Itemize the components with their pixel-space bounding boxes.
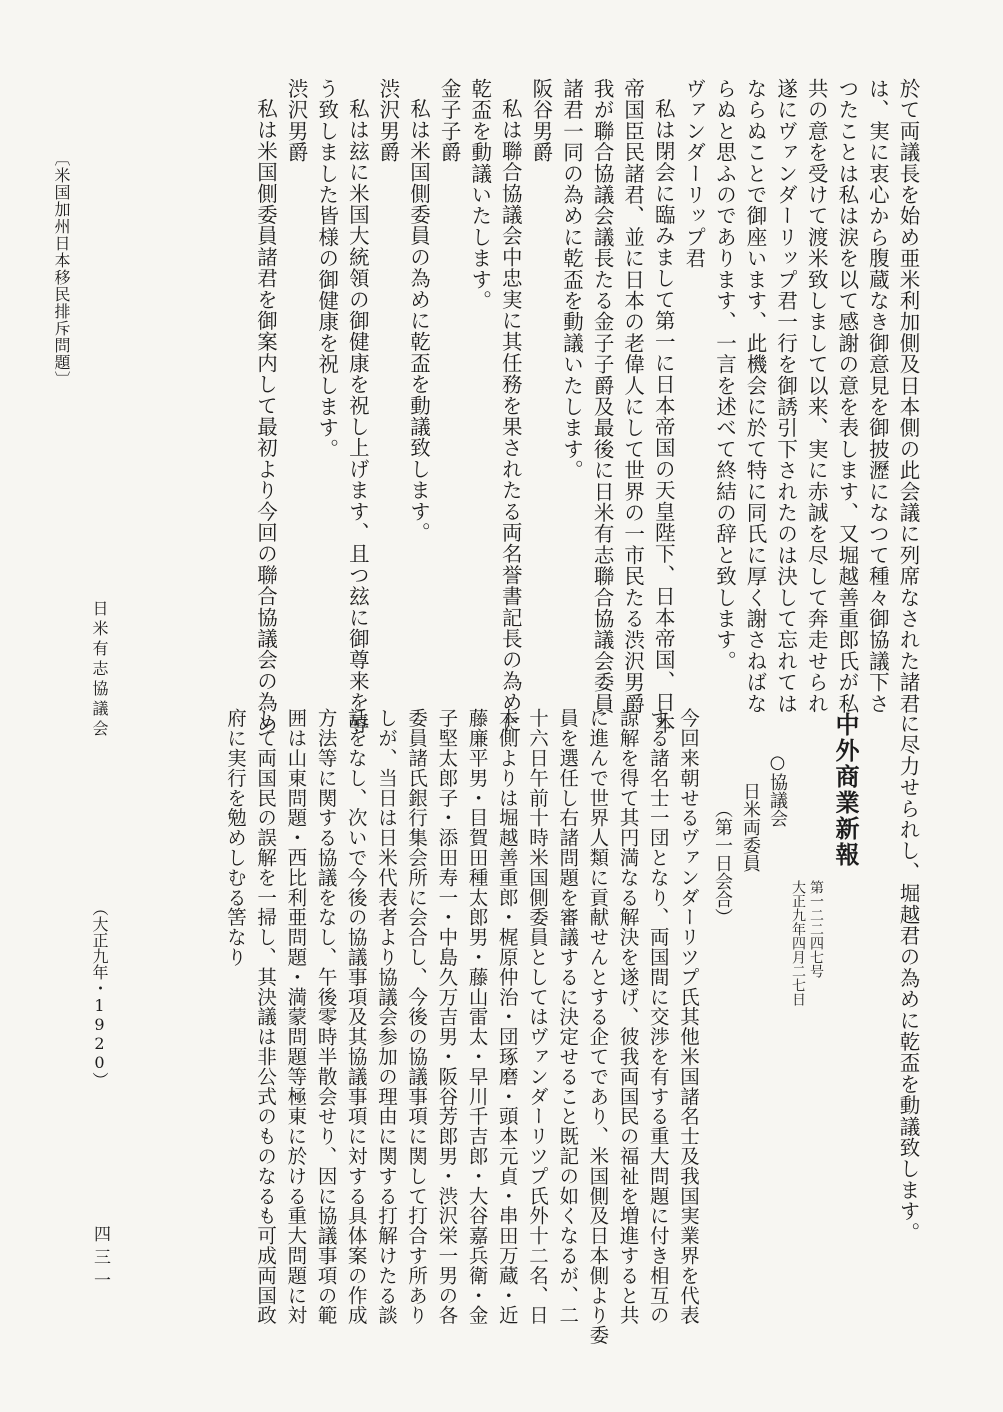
speech-line: 私は米国側委員諸君を御案内して最初より今回の聯合協議会の為め [253,98,278,734]
article-line: 今回来朝せるヴァンダーリツプ氏其他米国諸名士及我国実業界を代表 [677,708,700,1325]
session-heading: （第一日会合） [712,800,733,926]
speech-line: 私は聯合協議会中忠実に其任務を果されたる両名誉書記長の為めに [498,98,523,734]
closing-line: に尽力せられし、堀越君の為めに乾盃を動議致します。 [896,713,920,1243]
speaker-name: 渋沢男爵 [375,78,400,163]
section-heading: ○協議会 [767,752,788,827]
speaker-name: 渋沢男爵 [284,78,309,163]
page-number: 四三一 [90,1225,110,1294]
article-line: 方法等に関する協議をなし、午後零時半散会せり、因に協議事項の範 [314,708,338,1325]
newspaper-meta [789,880,825,1006]
article-line: 本側よりは堀越善重郎・梶原仲治・団琢磨・頭本元貞・串田万蔵・近 [495,708,519,1325]
speech-line: 私は玆に米国大統領の御健康を祝し上げます、且つ玆に御尊来を辱 [345,98,370,735]
article-line: 諒解を得て其円満なる解決を遂げ、彼我両国民の福祉を増進すると共 [616,708,640,1325]
speech-line: ならぬことで御座います、此機会に於て特に同氏に厚く謝さねばな [743,78,768,714]
article-line: 囲は山東問題・西比利亜問題・満蒙問題等極東に於ける重大問題に対 [284,708,308,1325]
speech-line: は、実に衷心から腹蔵なき御意見を御披瀝になつて種々御協議下さ [865,78,890,714]
speech-line: 乾盃を動議いたします。 [467,78,492,312]
chapter-label: 〔米国加州日本移民排斥問題〕 [52,150,71,388]
speech-line: 帝国臣民諸君、並に日本の老偉人にして世界の一市民たる渋沢男爵 [620,78,645,714]
issue-number: 第一二二四七号 [808,880,824,978]
article-line: 子堅太郎子・添田寿一・中島久万吉男・阪谷芳郎男・渋沢栄一男の各 [435,708,459,1325]
speech-line: らぬと思ふのであります、一言を述べて終結の辞と致します。 [712,78,737,672]
issue-date: 大正九年四月二七日 [790,880,806,1006]
speech-line: 諸君一同の為めに乾盃を動議いたします。 [559,78,584,481]
newspaper-title: 中外商業新報 [831,712,860,868]
article-line: 藤廉平男・目賀田種太郎男・藤山雷太・早川千吉郎・大谷嘉兵衛・金 [465,708,489,1325]
article-line: 員を選任し右諸問題を審議するに決定せること既記の如くなるが、二 [556,708,580,1325]
speech-line: 於て両議長を始め亜米利加側及日本側の此会議に列席なされた諸君 [896,78,920,714]
speech-line: 共の意を受けて渡米致しまして以来、実に赤誠を尽して奔走せられ [804,78,829,714]
era-label: （大正九年・1920） [90,900,109,1088]
closing-block [892,713,923,1243]
article-line: 府に実行を勉めしむる筈なり [223,708,247,967]
speech-line: 私は米国側委員の為めに乾盃を動議致します。 [406,98,431,544]
article-line: する諸名士一団となり、両国間に交渉を有する重大問題に付き相互の [646,708,670,1325]
article-line: しが、当日は日米代表者より協議会参加の理由に関する打解けたる談 [374,708,398,1325]
speech-line: 私は閉会に臨みまして第一に日本帝国の天皇陛下、日本帝国、日本 [651,98,676,734]
speaker-name: ヴァンダーリップ君 [681,78,706,269]
speaker-name: 阪谷男爵 [528,78,553,163]
article-line: に進んで世界人類に貢献せんとする企てであり、米国側及日本側より委 [586,708,610,1345]
speech-line: う致しました皆様の御健康を祝します。 [314,78,339,460]
article-line: 委員諸氏銀行集会所に会合し、今後の協議事項に関して打合す所あり [405,708,429,1325]
article-line: 十六日午前十時米国側委員としてはヴァンダーリツプ氏外十二名、日 [525,708,549,1325]
article-line: して両国民の誤解を一掃し、其決議は非公式のものなるも可成両国政 [254,708,278,1325]
speech-line: 遂にヴァンダーリップ君一行を御誘引下されたのは決して忘れては [773,78,798,714]
speech-line: 我が聯合協議会議長たる金子子爵及最後に日米有志聯合協議会委員 [590,78,615,714]
org-label: 日米有志協議会 [90,600,109,740]
speech-block [250,78,923,735]
article-body [220,708,703,1345]
article-line: 話をなし、次いで今後の協議事項及其協議事項に対する具体案の作成 [344,708,368,1325]
speech-line: つたことは私は涙を以て感謝の意を表します、又堀越善重郎氏が私 [834,78,859,714]
subsection-heading: 日米両委員 [740,782,761,872]
speaker-name: 金子子爵 [437,78,462,163]
